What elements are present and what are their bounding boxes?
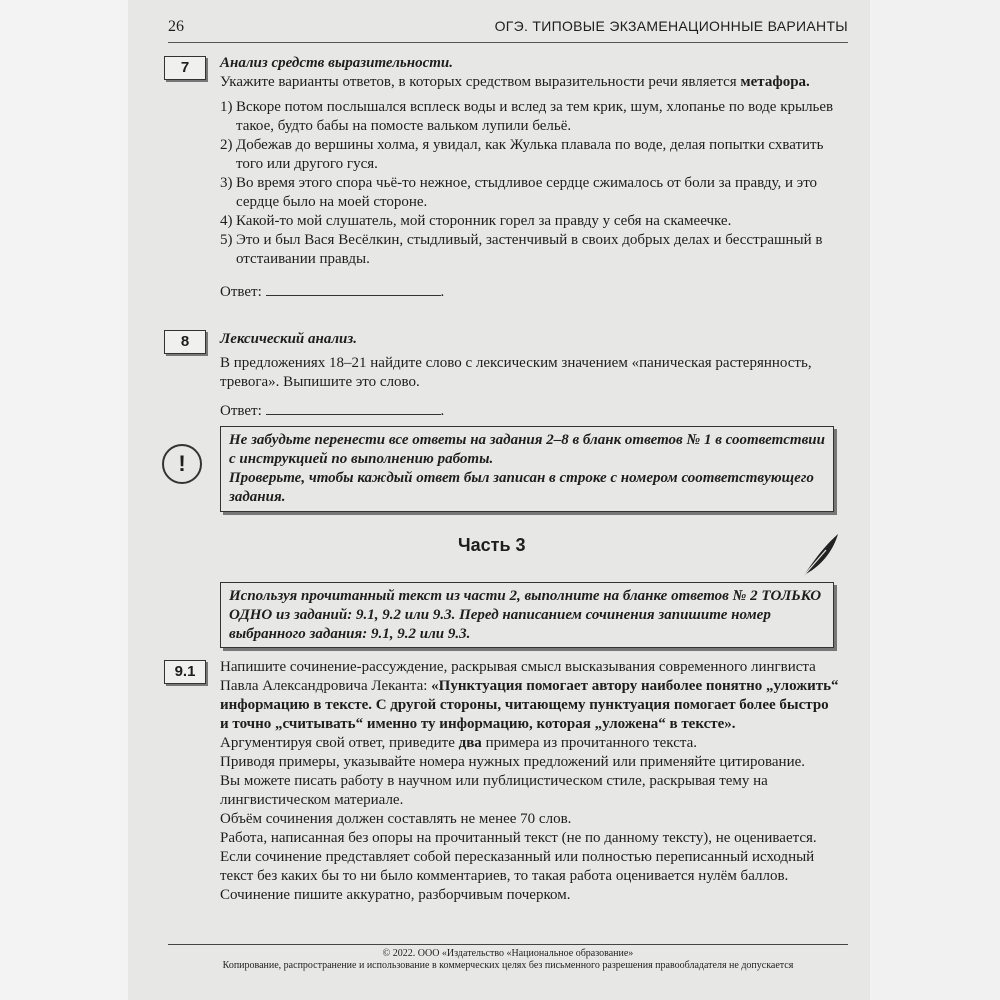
header-divider — [168, 42, 848, 43]
book-page — [128, 0, 870, 1000]
task-9-1-number-box: 9.1 — [164, 660, 206, 684]
task-8 — [220, 330, 840, 421]
task-7-prompt-bold: метафора. — [740, 74, 810, 90]
task-8-answer: Ответ: . — [220, 400, 840, 421]
task-9-1-quote: «Пунктуация помогает автору наиболее понятно „уложить“ информацию в тексте. С другой стороны, читающему пунктуация помогает более быстро и точно „считывать“ именно ту информацию, которая „уложена“ в тексте». — [220, 678, 839, 732]
option-item: 3) Во время этого спора чьё-то нежное, стыдливое сердце сжималось от боли за правду, и это сердце было на моей стороне. — [220, 175, 818, 210]
page-footer — [168, 948, 848, 972]
page-header — [168, 18, 848, 40]
option-item: 1) Вскоре потом послышался всплеск воды и вслед за тем крик, шум, хлопанье по воде крыльев такое, будто бабы на помосте вальком лупили бельё. — [220, 99, 834, 134]
running-title: ОГЭ. ТИПОВЫЕ ЭКЗАМЕНАЦИОННЫЕ ВАРИАНТЫ — [494, 18, 848, 34]
task-8-answer-field[interactable] — [266, 400, 441, 415]
task-9-1-intro: Напишите сочинение-рассуждение, раскрывая смысл высказывания современного лингвиста Павла Александровича Леканта: «Пунктуация помогает автору наиболее понятно „уложить“ информацию в тексте. С другой стороны, читающему пунктуация помогает более быстро и точно „считывать“ именно ту информацию, которая „уложена“ в тексте». — [220, 659, 839, 732]
task-7-number-box: 7 — [164, 56, 206, 80]
task-9-1-p7: Сочинение пишите аккуратно, разборчивым почерком. — [220, 887, 571, 903]
task-9-1-p6: Работа, написанная без опоры на прочитанный текст (не по данному тексту), не оценивается. Если сочинение представляет собой пересказанный или полностью переписанный исходный текст без каких бы то ни было комментариев, то такая работа оценивается нулём баллов. — [220, 830, 817, 884]
part-3-instruction: Используя прочитанный текст из части 2, выполните на бланке ответов № 2 ТОЛЬКО ОДНО из заданий: 9.1, 9.2 или 9.3. Перед написанием сочинения запишите номер выбранного задания: 9.1, 9.2 или 9.3. — [220, 582, 834, 648]
notice-line-1: Не забудьте перенести все ответы на задания 2–8 в бланк ответов № 1 в соответствии с инструкцией по выполнению работы. — [229, 432, 825, 467]
task-8-number-box: 8 — [164, 330, 206, 354]
task-7 — [220, 54, 840, 302]
option-item: 2) Добежав до вершины холма, я увидал, как Жулька плавала по воде, делая попытки схватить того или другого гуся. — [220, 137, 824, 172]
task-9-1-p3: Приводя примеры, указывайте номера нужных предложений или применяйте цитирование. — [220, 754, 806, 770]
task-7-prompt: Укажите варианты ответов, в которых средством выразительности речи является метафора. — [220, 74, 810, 90]
task-9-1 — [220, 658, 840, 905]
option-item: 4) Какой-то мой слушатель, мой сторонник горел за правду у себя на скамеечке. — [220, 213, 732, 229]
notice-line-2: Проверьте, чтобы каждый ответ был записан в строке с номером соответствующего задания. — [229, 470, 814, 505]
task-8-text: В предложениях 18–21 найдите слово с лексическим значением «паническая растерянность, тревога». Выпишите это слово. — [220, 355, 812, 390]
feather-icon — [796, 530, 842, 582]
left-background — [0, 0, 128, 1000]
exclamation-icon: ! — [162, 444, 202, 484]
task-9-1-p4: Вы можете писать работу в научном или публицистическом стиле, раскрывая тему на лингвистическом материале. — [220, 773, 768, 808]
task-7-title: Анализ средств выразительности. — [220, 55, 453, 71]
task-8-title: Лексический анализ. — [220, 331, 357, 347]
part-3-title: Часть 3 — [458, 535, 526, 555]
right-background — [870, 0, 1000, 1000]
task-9-1-p2: Аргументируя свой ответ, приведите два примера из прочитанного текста. — [220, 735, 697, 751]
reminder-notice — [220, 426, 834, 512]
footer-copyright: © 2022. ООО «Издательство «Национальное образование» — [382, 948, 634, 959]
task-7-answer-field[interactable] — [266, 281, 441, 296]
option-item: 5) Это и был Вася Весёлкин, стыдливый, застенчивый в своих добрых делах и бесстрашный в отстаивании правды. — [220, 232, 823, 267]
footer-divider — [168, 944, 848, 945]
footer-notice: Копирование, распространение и использование в коммерческих целях без письменного разрешения правообладателя не допускается — [222, 960, 794, 971]
task-9-1-p5: Объём сочинения должен составлять не менее 70 слов. — [220, 811, 572, 827]
task-7-answer: Ответ: . — [220, 281, 840, 302]
task-7-options — [220, 98, 840, 269]
page-number: 26 — [168, 18, 184, 35]
